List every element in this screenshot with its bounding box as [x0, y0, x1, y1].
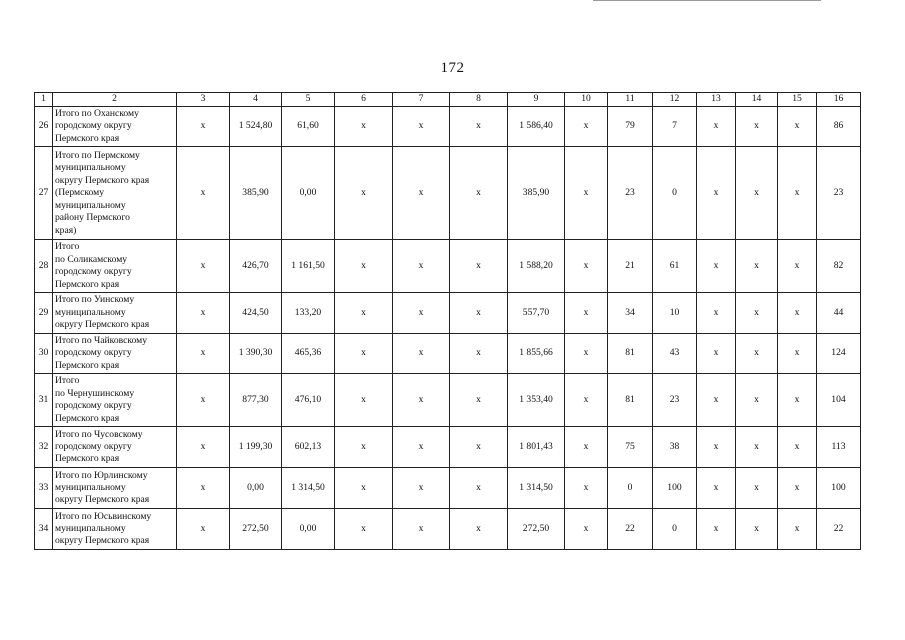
row-name-line: городскому округу: [55, 266, 132, 278]
row-name-line: по Чернушинскому: [55, 387, 135, 399]
cell-col15: х: [778, 240, 817, 293]
cell-col3: х: [177, 333, 230, 373]
row-name: [53, 374, 177, 427]
cell-col6: х: [335, 107, 393, 147]
row-name-line: району Пермского: [55, 212, 130, 224]
cell-col12: 23: [653, 374, 697, 427]
cell-col5: 0,00: [282, 509, 335, 550]
cell-col9: 272,50: [508, 509, 565, 550]
row-name-line: Итого: [55, 241, 80, 253]
row-number: 27: [35, 147, 53, 240]
cell-col4: 424,50: [230, 293, 282, 333]
cell-col4: 1 199,30: [230, 427, 282, 468]
row-number: 32: [35, 427, 53, 468]
cell-col12: 38: [653, 427, 697, 468]
cell-col11: 34: [608, 293, 653, 333]
row-name-line: городскому округу: [55, 400, 132, 412]
cell-col13: х: [697, 147, 736, 240]
cell-col9: 1 801,43: [508, 427, 565, 468]
cell-col10: х: [565, 374, 608, 427]
cell-col15: х: [778, 333, 817, 373]
cell-col14: х: [736, 333, 778, 373]
column-header: 12: [653, 93, 697, 107]
column-header: 8: [450, 93, 508, 107]
row-name-line: муниципальному: [55, 306, 126, 318]
header-row: [35, 93, 861, 107]
row-name-line: городскому округу: [55, 347, 132, 359]
row-name-line: округу Пермского края: [55, 535, 150, 547]
cell-col6: х: [335, 374, 393, 427]
cell-col11: 75: [608, 427, 653, 468]
row-name: [53, 333, 177, 373]
table-row: [35, 374, 861, 427]
row-name-line: Итого по Пермскому: [55, 149, 140, 161]
row-number: 33: [35, 468, 53, 509]
row-number: 30: [35, 333, 53, 373]
cell-col3: х: [177, 240, 230, 293]
column-header: 6: [335, 93, 393, 107]
cell-col11: 81: [608, 333, 653, 373]
column-header: 10: [565, 93, 608, 107]
cell-col10: х: [565, 509, 608, 550]
cell-col11: 21: [608, 240, 653, 293]
row-name-line: Итого по Оханскому: [55, 108, 139, 119]
column-header: 11: [608, 93, 653, 107]
column-header: 7: [393, 93, 450, 107]
cell-col4: 426,70: [230, 240, 282, 293]
cell-col8: х: [450, 293, 508, 333]
cell-col8: х: [450, 427, 508, 468]
cell-col15: х: [778, 293, 817, 333]
cell-col8: х: [450, 374, 508, 427]
row-name-line: Пермского края: [55, 412, 120, 424]
cell-col5: 133,20: [282, 293, 335, 333]
cell-col13: х: [697, 107, 736, 147]
cell-col3: х: [177, 374, 230, 427]
cell-col10: х: [565, 333, 608, 373]
table-row: [35, 509, 861, 550]
row-name: [53, 147, 177, 240]
cell-col9: 557,70: [508, 293, 565, 333]
cell-col7: х: [393, 147, 450, 240]
table-row: [35, 147, 861, 240]
cell-col6: х: [335, 427, 393, 468]
table-body: [35, 107, 861, 550]
row-name-line: городскому округу: [55, 120, 132, 132]
cell-col5: 61,60: [282, 107, 335, 147]
row-name-line: Итого по Чайковскому: [55, 334, 147, 346]
row-name: [53, 468, 177, 509]
cell-col8: х: [450, 333, 508, 373]
table-row: [35, 240, 861, 293]
row-name-line: (Пермскому: [55, 187, 105, 199]
cell-col16: 104: [817, 374, 861, 427]
page-number: 172: [440, 60, 465, 76]
table-row: [35, 333, 861, 373]
cell-col3: х: [177, 293, 230, 333]
cell-col4: 1 524,80: [230, 107, 282, 147]
cell-col7: х: [393, 293, 450, 333]
cell-col4: 877,30: [230, 374, 282, 427]
cell-col10: х: [565, 240, 608, 293]
cell-col8: х: [450, 107, 508, 147]
cell-col14: х: [736, 468, 778, 509]
cell-col11: 0: [608, 468, 653, 509]
cell-col16: 44: [817, 293, 861, 333]
column-header: 14: [736, 93, 778, 107]
row-name: [53, 107, 177, 147]
cell-col12: 10: [653, 293, 697, 333]
cell-col3: х: [177, 107, 230, 147]
cell-col14: х: [736, 107, 778, 147]
cell-col13: х: [697, 333, 736, 373]
cell-col15: х: [778, 107, 817, 147]
cell-col12: 0: [653, 509, 697, 550]
row-number: 34: [35, 509, 53, 550]
cell-col7: х: [393, 240, 450, 293]
row-name-line: муниципальному: [55, 199, 126, 211]
row-name-line: Итого: [55, 375, 80, 387]
cell-col14: х: [736, 427, 778, 468]
row-name-line: по Соликамскому: [55, 253, 128, 265]
cell-col9: 1 588,20: [508, 240, 565, 293]
cell-col16: 113: [817, 427, 861, 468]
column-header: 16: [817, 93, 861, 107]
cell-col13: х: [697, 240, 736, 293]
row-name-line: муниципальному: [55, 522, 126, 534]
row-name-line: Пермского края: [55, 453, 120, 465]
cell-col13: х: [697, 427, 736, 468]
cell-col9: 385,90: [508, 147, 565, 240]
cell-col3: х: [177, 468, 230, 509]
cell-col8: х: [450, 468, 508, 509]
cell-col9: 1 855,66: [508, 333, 565, 373]
data-table: [34, 92, 861, 550]
cell-col10: х: [565, 107, 608, 147]
cell-col16: 124: [817, 333, 861, 373]
cell-col8: х: [450, 240, 508, 293]
cell-col12: 100: [653, 468, 697, 509]
cell-col14: х: [736, 147, 778, 240]
cell-col12: 43: [653, 333, 697, 373]
row-name: [53, 427, 177, 468]
cell-col6: х: [335, 147, 393, 240]
cell-col12: 0: [653, 147, 697, 240]
cell-col13: х: [697, 509, 736, 550]
row-name: [53, 240, 177, 293]
row-name-line: Итого по Уинскому: [55, 294, 135, 306]
row-name-line: округу Пермского края: [55, 494, 150, 506]
cell-col7: х: [393, 427, 450, 468]
cell-col15: х: [778, 468, 817, 509]
cell-col5: 1 161,50: [282, 240, 335, 293]
cell-col16: 23: [817, 147, 861, 240]
cell-col3: х: [177, 427, 230, 468]
table-row: [35, 427, 861, 468]
cell-col13: х: [697, 293, 736, 333]
row-number: 29: [35, 293, 53, 333]
column-header: 3: [177, 93, 230, 107]
cell-col16: 86: [817, 107, 861, 147]
cell-col6: х: [335, 509, 393, 550]
row-name-line: Пермского края: [55, 132, 120, 144]
cell-col5: 476,10: [282, 374, 335, 427]
cell-col14: х: [736, 509, 778, 550]
table-row: [35, 468, 861, 509]
row-name: [53, 509, 177, 550]
cell-col14: х: [736, 374, 778, 427]
row-name-line: муниципальному: [55, 162, 126, 174]
row-number: 28: [35, 240, 53, 293]
cell-col15: х: [778, 509, 817, 550]
cell-col7: х: [393, 468, 450, 509]
cell-col3: х: [177, 509, 230, 550]
row-name-line: городскому округу: [55, 440, 132, 452]
table-row: [35, 293, 861, 333]
cell-col13: х: [697, 468, 736, 509]
column-header: 2: [53, 93, 177, 107]
column-header: 13: [697, 93, 736, 107]
cell-col5: 602,13: [282, 427, 335, 468]
row-name: [53, 293, 177, 333]
cell-col11: 23: [608, 147, 653, 240]
row-name-line: округу Пермского края: [55, 319, 150, 331]
cell-col5: 1 314,50: [282, 468, 335, 509]
cell-col11: 79: [608, 107, 653, 147]
cell-col8: х: [450, 509, 508, 550]
cell-col15: х: [778, 374, 817, 427]
row-name-line: Итого по Юрлинскому: [55, 469, 148, 481]
cell-col6: х: [335, 293, 393, 333]
cell-col6: х: [335, 333, 393, 373]
cell-col3: х: [177, 147, 230, 240]
row-name-line: Итого по Чусовскому: [55, 428, 143, 440]
cell-col5: 465,36: [282, 333, 335, 373]
row-name-line: муниципальному: [55, 481, 126, 493]
cell-col14: х: [736, 240, 778, 293]
row-name-line: округу Пермского края: [55, 174, 150, 186]
cell-col13: х: [697, 374, 736, 427]
cell-col10: х: [565, 293, 608, 333]
row-name-line: Итого по Юсьвинскому: [55, 510, 152, 522]
table-row: [35, 107, 861, 147]
cell-col4: 272,50: [230, 509, 282, 550]
column-header: 5: [282, 93, 335, 107]
cell-col10: х: [565, 468, 608, 509]
cell-col9: 1 314,50: [508, 468, 565, 509]
cell-col6: х: [335, 468, 393, 509]
cell-col16: 100: [817, 468, 861, 509]
row-name-line: Пермского края: [55, 359, 120, 371]
cell-col9: 1 586,40: [508, 107, 565, 147]
cell-col8: х: [450, 147, 508, 240]
cell-col14: х: [736, 293, 778, 333]
column-header: 1: [35, 93, 53, 107]
column-header: 15: [778, 93, 817, 107]
cell-col4: 0,00: [230, 468, 282, 509]
cell-col16: 22: [817, 509, 861, 550]
cell-col12: 61: [653, 240, 697, 293]
cell-col4: 1 390,30: [230, 333, 282, 373]
cell-col10: х: [565, 427, 608, 468]
row-name-line: Пермского края: [55, 278, 120, 290]
cell-col9: 1 353,40: [508, 374, 565, 427]
cell-col11: 22: [608, 509, 653, 550]
row-name-line: края): [55, 224, 77, 236]
cell-col4: 385,90: [230, 147, 282, 240]
cell-col16: 82: [817, 240, 861, 293]
cell-col10: х: [565, 147, 608, 240]
top-rule: [593, 0, 821, 1]
cell-col7: х: [393, 107, 450, 147]
row-number: 31: [35, 374, 53, 427]
cell-col15: х: [778, 147, 817, 240]
cell-col5: 0,00: [282, 147, 335, 240]
column-header: 9: [508, 93, 565, 107]
cell-col15: х: [778, 427, 817, 468]
cell-col11: 81: [608, 374, 653, 427]
cell-col6: х: [335, 240, 393, 293]
cell-col12: 7: [653, 107, 697, 147]
row-number: 26: [35, 107, 53, 147]
cell-col7: х: [393, 333, 450, 373]
cell-col7: х: [393, 374, 450, 427]
cell-col7: х: [393, 509, 450, 550]
column-header: 4: [230, 93, 282, 107]
